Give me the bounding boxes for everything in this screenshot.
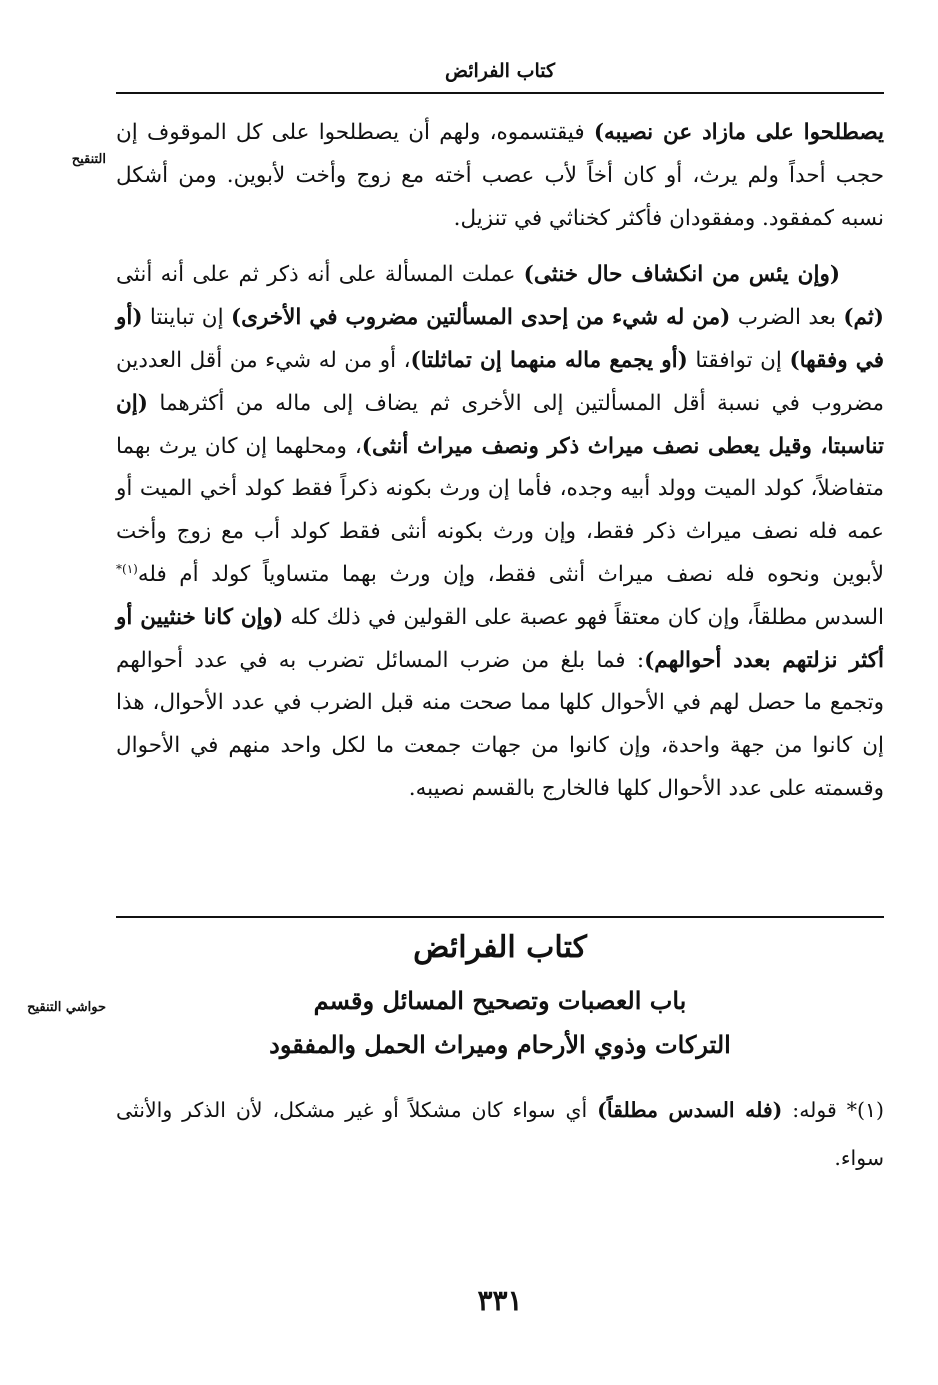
commentary-text: : فما بلغ من ضرب المسائل تضرب به في عدد أحوالهم وتجمع ما حصل لهم في الأحوال كلها مما صحت منه قبل الضرب في عدد الأحوال، هذا إن كانوا من جهة واحدة، وإن كانوا من جهات جمعت ما لكل واحد منهم في الأحوال وقسمته على عدد الأحوال كلها فالخارج بالقسم نصيبه. [116,647,884,801]
quoted-matn: (وإن يئس من انكشاف حال خنثى) [523,262,840,288]
hawashi-chapter-title-line-1: باب العصبات وتصحيح المسائل وقسم [313,986,687,1015]
page-number: ٣٣١ [477,1284,523,1317]
footnote-1 [116,1086,884,1182]
tanqih-paragraph-1 [116,112,884,240]
commentary-text: ، ومحلهما إن كان يرث بهما متفاضلاً، كولد الميت وولد أبيه وجده، فأما إن ورث بكونه ذكراً فقط كولد أخي الميت أو عمه فله نصف ميراث ذكر فقط، وإن ورث بكونه أنثى فقط كولد أب مع زوج وأخت لأبوين ونحوه فله نصف ميراث أنثى فقط، وإن ورث بهما متساوياً كولد أم فله [116,433,884,587]
tanqih-text [116,112,884,811]
quoted-matn: يصطلحوا على مازاد عن نصيبه) [593,120,884,145]
header-rule [116,92,884,94]
quoted-matn: (أو في وفقها) [116,305,884,373]
footnote-marker: (١)* [846,1098,884,1122]
quoted-matn: (ثم) [843,305,884,331]
commentary-text: بعد الضرب [730,305,844,331]
hawashi-chapter-title-line-2: التركات وذوي الأرحام وميراث الحمل والمفقود [269,1030,731,1059]
hawashi-book-title: كتاب الفرائض [413,930,587,965]
quoted-matn: (أو يجمع ماله منهما إن تماثلتا) [410,347,688,373]
quoted-matn: (إن تناسبتا، وقيل يعطى نصف ميراث ذكر ونصف ميراث أنثى) [116,390,884,459]
commentary-text: السدس مطلقاً، وإن كان معتقاً فهو عصبة على القولين في ذلك كله [283,604,884,630]
commentary-text: إن توافقتا [687,347,790,373]
margin-label-tanqih: التنقيح [71,152,106,167]
section-divider-rule [116,916,884,918]
commentary-text: ، أو من له شيء من أقل العددين مضروب في نسبة أقل المسألتين إلى الأخرى ثم يضاف إلى ماله من أكثرهما [116,347,884,416]
quoted-matn: (وإن كانا خنثيين أو أكثر نزلتهم بعدد أحوالهم) [116,604,884,673]
commentary-text: عملت المسألة على أنه ذكر ثم على أنه أنثى [116,262,524,288]
footnote-reference: (١)* [116,561,138,576]
margin-label-hawashi: حواشي التنقيح [27,1000,106,1015]
commentary-text: فيقتسموه، ولهم أن يصطلحوا على كل الموقوف إن حجب أحداً ولم يرث، أو كان أخاً لأب عصب أخته مع زوج وأخت لأبوين. ومن أشكل نسبه كمفقود. ومفقودان فأكثر كخناثي في تنزيل. [116,120,884,231]
commentary-text: إن تباينتا [142,305,231,331]
tanqih-paragraph-2 [116,254,884,810]
footnote-quote: (فله السدس مطلقاً) [597,1098,783,1122]
quoted-matn: (من له شيء من إحدى المسألتين مضروب في الأخرى) [230,305,731,331]
footnote-lead: قوله: [782,1098,847,1122]
footnote-text: أي سواء كان مشكلاً أو غير مشكل، لأن الذكر والأنثى سواء. [116,1098,884,1170]
page-header-title: كتاب الفرائض [444,60,556,82]
